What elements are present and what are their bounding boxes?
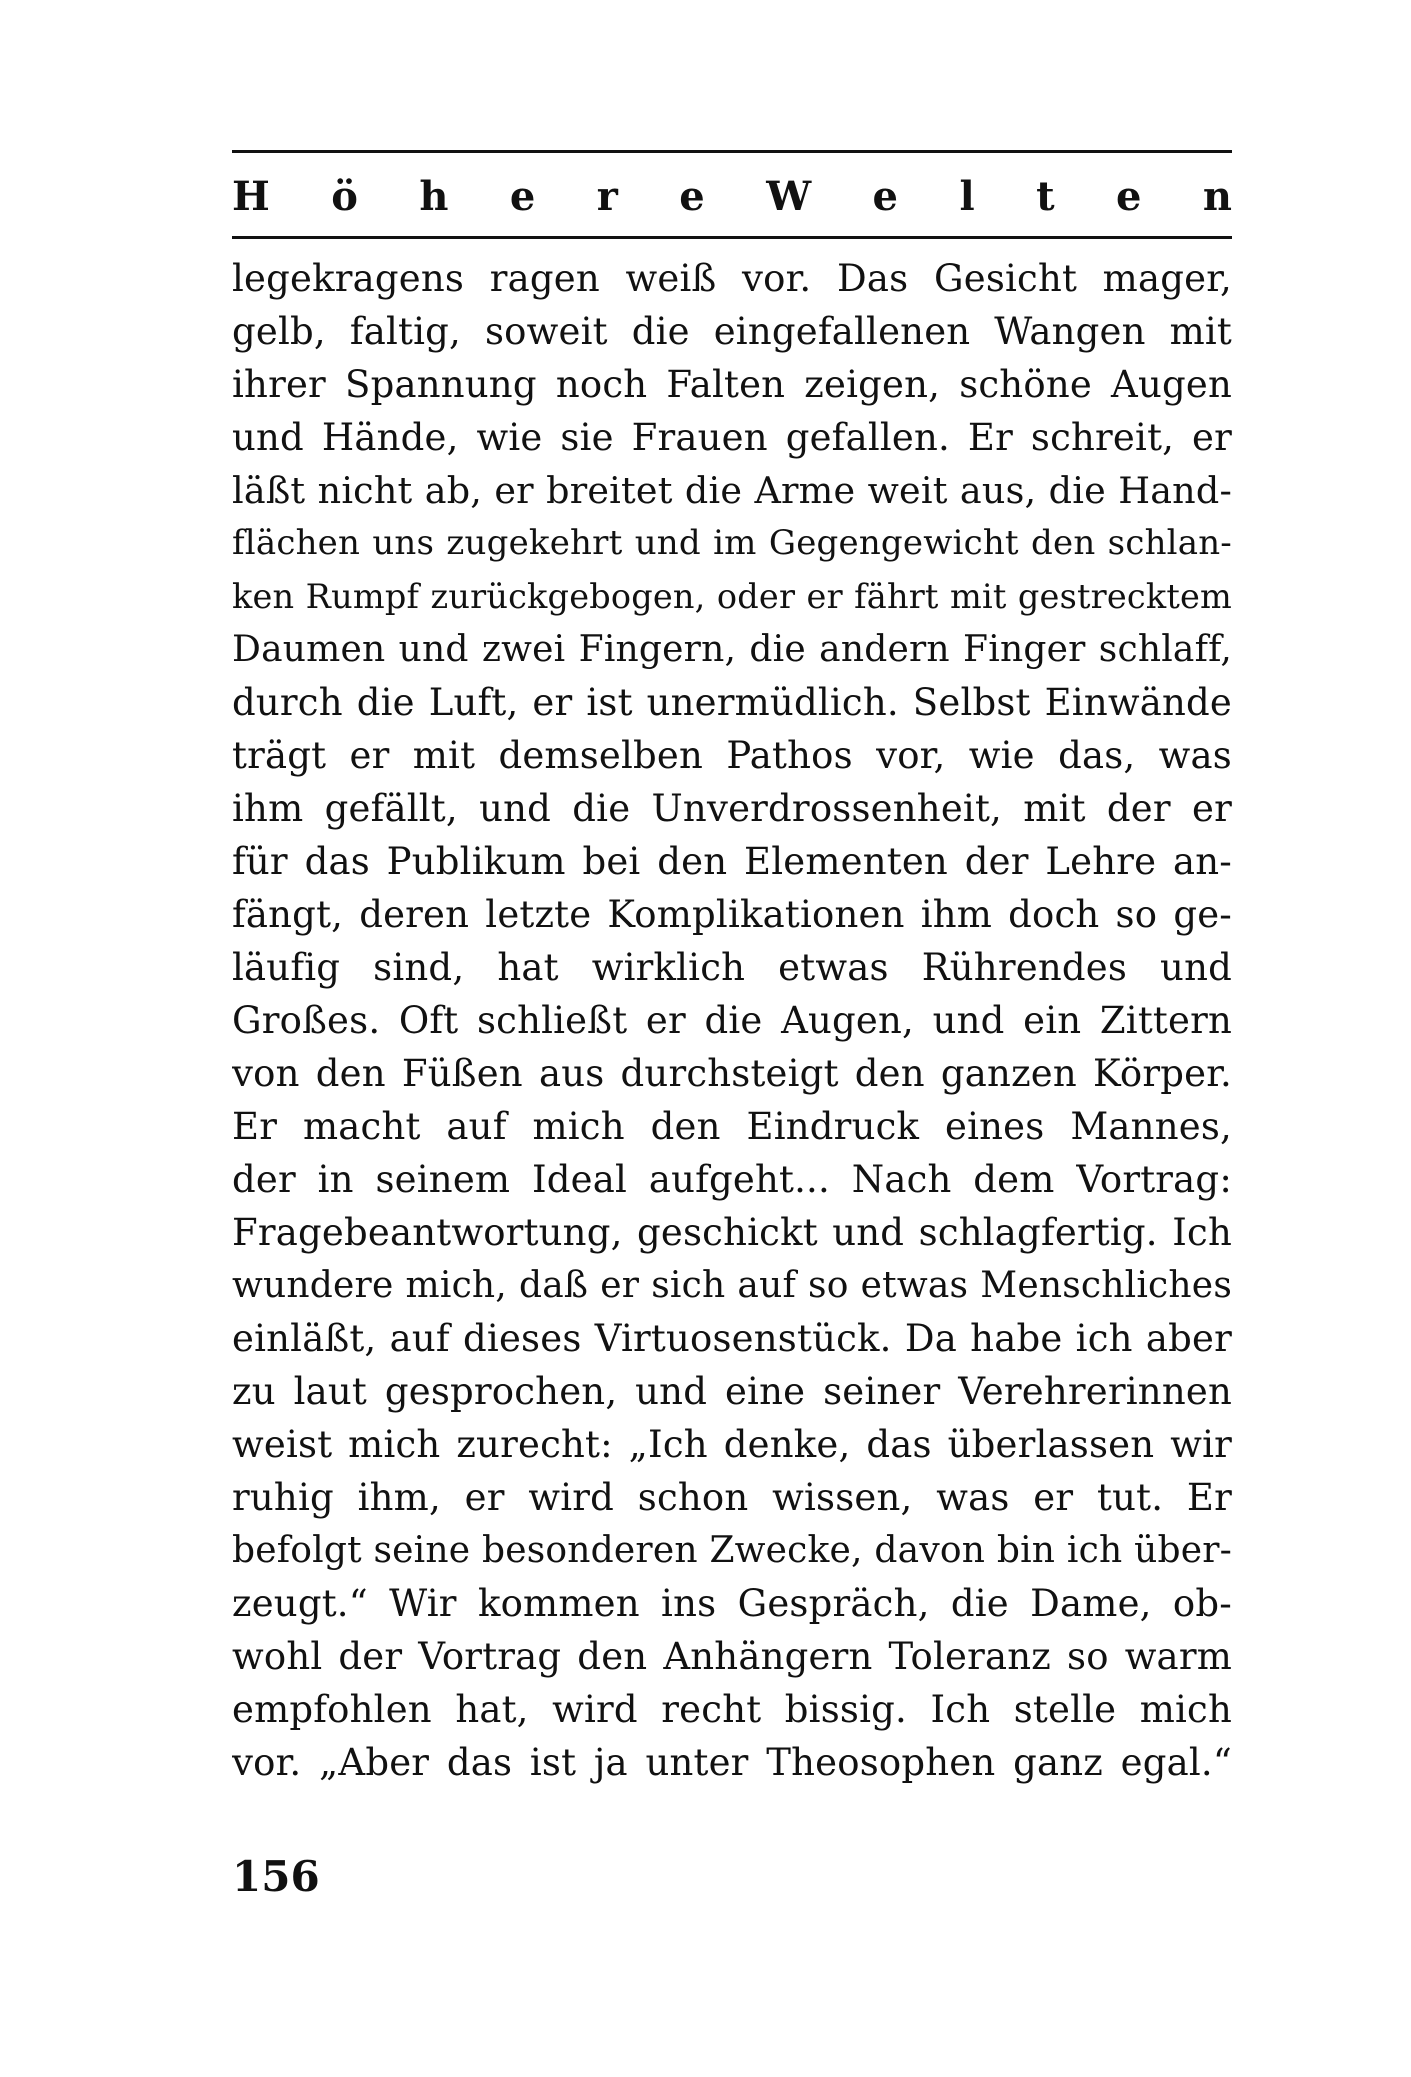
running-head-letter: H [232,172,270,220]
running-head-letter: W [766,172,812,220]
text-line: ken Rumpf zurückgebogen, oder er fährt mit gestrecktem [232,577,1232,616]
page-number: 156 [232,1852,320,1901]
header-rule-bottom [232,236,1232,239]
running-head-letter: e [679,172,705,220]
text-line: empfohlen hat, wird recht bissig. Ich stelle mich [232,1688,1232,1731]
text-line: läufig sind, hat wirklich etwas Rührendes und [232,946,1232,989]
running-head [232,164,1232,228]
text-line: der in seinem Ideal aufgeht... Nach dem Vortrag: [232,1158,1232,1201]
text-line: durch die Luft, er ist unermüdlich. Selbst Einwände [232,681,1232,724]
text-line: zu laut gesprochen, und eine seiner Verehrerinnen [232,1370,1232,1413]
running-head-letter: e [509,172,536,220]
running-head-letter: l [959,172,975,220]
text-line: Fragebeantwortung, geschickt und schlagfertig. Ich [232,1211,1232,1254]
text-line: Großes. Oft schließt er die Augen, und ein Zittern [232,999,1232,1042]
running-head-letter: t [1036,172,1055,220]
text-line: wohl der Vortrag den Anhängern Toleranz so warm [232,1635,1232,1678]
text-line: flächen uns zugekehrt und im Gegengewicht den schlan- [232,523,1232,563]
text-line: trägt er mit demselben Pathos vor, wie das, was [232,734,1232,777]
running-head-letter: e [1116,172,1142,220]
text-line: Daumen und zwei Fingern, die andern Finger schlaff, [232,629,1232,670]
text-line: weist mich zurecht: „Ich denke, das überlassen wir [232,1423,1232,1466]
text-line: gelb, faltig, soweit die eingefallenen Wangen mit [232,310,1232,353]
header-rule-top [232,150,1232,153]
running-head-letter: h [419,172,449,220]
running-head-letter: e [872,172,898,220]
text-line: zeugt.“ Wir kommen ins Gespräch, die Dame, ob- [232,1582,1232,1625]
body-text [232,252,1232,1789]
text-line: läßt nicht ab, er breitet die Arme weit aus, die Hand- [232,469,1232,512]
text-line: für das Publikum bei den Elementen der Lehre an- [232,840,1232,883]
running-head-letter: n [1202,172,1232,220]
text-line: befolgt seine besonderen Zwecke, davon bin ich über- [232,1530,1232,1571]
text-line: legekragens ragen weiß vor. Das Gesicht mager, [232,257,1232,300]
running-head-letter: ö [331,172,358,220]
text-line: Er macht auf mich den Eindruck eines Mannes, [232,1105,1232,1148]
text-line: von den Füßen aus durchsteigt den ganzen Körper. [232,1052,1232,1095]
text-line: vor. „Aber das ist ja unter Theosophen ganz egal.“ [232,1741,1232,1784]
text-line: ihm gefällt, und die Unverdrossenheit, mit der er [232,787,1232,830]
text-line: wundere mich, daß er sich auf so etwas Menschliches [232,1265,1232,1306]
text-line: und Hände, wie sie Frauen gefallen. Er schreit, er [232,416,1232,459]
text-line: einläßt, auf dieses Virtuosenstück. Da habe ich aber [232,1317,1232,1360]
text-line: ruhig ihm, er wird schon wissen, was er tut. Er [232,1476,1232,1519]
text-line: ihrer Spannung noch Falten zeigen, schöne Augen [232,363,1232,406]
text-line: fängt, deren letzte Komplikationen ihm doch so ge- [232,893,1232,936]
running-head-letter: r [596,172,618,220]
